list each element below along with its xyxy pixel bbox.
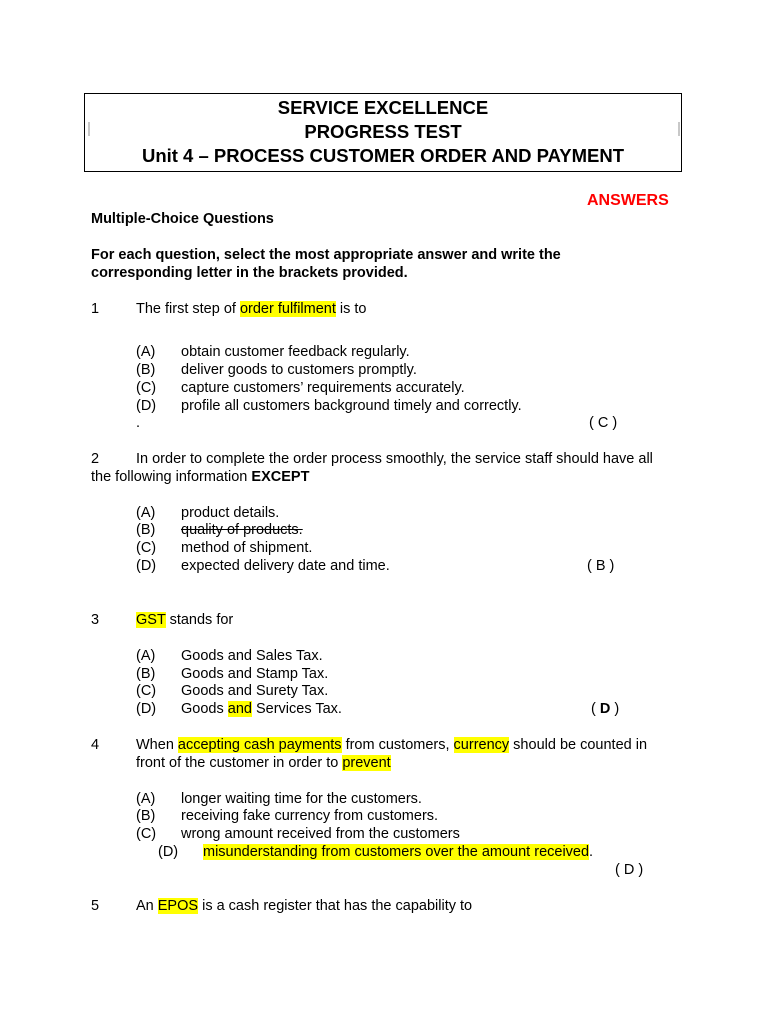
- option-letter: (A): [136, 648, 156, 664]
- highlight: currency: [453, 737, 510, 753]
- instruction-line-1: For each question, select the most appropriate answer and write the: [91, 247, 561, 263]
- answers-label: ANSWERS: [587, 192, 669, 209]
- option-letter: (B): [136, 522, 156, 538]
- highlight: accepting cash payments: [177, 737, 342, 753]
- stray-dot: .: [136, 415, 141, 431]
- answer-bracket: ( D ): [591, 701, 620, 717]
- section-title: Multiple-Choice Questions: [91, 211, 274, 227]
- highlight: prevent: [342, 755, 391, 771]
- highlight: order fulfilment: [239, 301, 336, 317]
- option-text: Goods and Services Tax.: [181, 701, 342, 717]
- margin-mark-right: [678, 122, 680, 136]
- question-number: 4: [91, 737, 100, 753]
- option-text: expected delivery date and time.: [181, 558, 390, 574]
- option-letter: (B): [136, 666, 156, 682]
- doc-subtitle: PROGRESS TEST: [304, 121, 462, 142]
- option-text: Goods and Stamp Tax.: [181, 666, 329, 682]
- unit-title: Unit 4 – PROCESS CUSTOMER ORDER AND PAYMENT: [141, 145, 625, 166]
- option-letter: (C): [136, 683, 157, 699]
- option-letter: (D): [136, 398, 157, 414]
- question-number: 2: [91, 451, 100, 467]
- option-letter: (B): [136, 362, 156, 378]
- margin-mark-left: [88, 122, 90, 136]
- option-letter: (D): [136, 558, 157, 574]
- option-text: misunderstanding from customers over the amount received.: [203, 844, 594, 860]
- doc-title: SERVICE EXCELLENCE: [277, 97, 489, 118]
- answer-bracket: ( C ): [589, 415, 618, 431]
- option-letter: (A): [136, 505, 156, 521]
- option-letter: (A): [136, 791, 156, 807]
- option-text: obtain customer feedback regularly.: [181, 344, 410, 360]
- option-text-struck: quality of products.: [181, 522, 303, 538]
- option-text: profile all customers background timely and correctly.: [181, 398, 522, 414]
- option-letter: (C): [136, 540, 157, 556]
- question-text: In order to complete the order process smoothly, the service staff should have all: [136, 451, 653, 467]
- option-text: receiving fake currency from customers.: [181, 808, 439, 824]
- option-text: wrong amount received from the customers: [181, 826, 460, 842]
- instruction-line-2: corresponding letter in the brackets provided.: [91, 265, 408, 281]
- question-text: The first step of order fulfilment is to: [136, 301, 367, 317]
- option-text: deliver goods to customers promptly.: [181, 362, 417, 378]
- option-text: Goods and Sales Tax.: [181, 648, 323, 664]
- option-letter: (A): [136, 344, 156, 360]
- option-text: capture customers’ requirements accurately.: [181, 380, 465, 396]
- answer-bracket: ( B ): [587, 558, 615, 574]
- question-text: When accepting cash payments from customers, currency should be counted in: [136, 737, 648, 753]
- answer-bracket: ( D ): [615, 862, 644, 878]
- question-text-cont: the following information EXCEPT: [91, 469, 310, 485]
- question-number: 5: [91, 898, 100, 914]
- highlight: and: [227, 701, 252, 717]
- option-text: product details.: [181, 505, 280, 521]
- option-letter: (B): [136, 808, 156, 824]
- highlight: EPOS: [157, 898, 199, 914]
- option-letter: (D): [158, 844, 179, 860]
- option-text: Goods and Surety Tax.: [181, 683, 329, 699]
- option-text: method of shipment.: [181, 540, 313, 556]
- question-number: 1: [91, 301, 100, 317]
- option-letter: (C): [136, 826, 157, 842]
- option-letter: (D): [136, 701, 157, 717]
- question-number: 3: [91, 612, 100, 628]
- question-text: An EPOS is a cash register that has the capability to: [136, 898, 473, 914]
- question-text: GST stands for: [136, 612, 234, 628]
- highlight: misunderstanding from customers over the amount received: [203, 844, 590, 860]
- option-letter: (C): [136, 380, 157, 396]
- title-box: [84, 93, 682, 172]
- question-text-cont: front of the customer in order to prevent: [136, 755, 391, 771]
- highlight: GST: [136, 612, 166, 628]
- option-text: longer waiting time for the customers.: [181, 791, 422, 807]
